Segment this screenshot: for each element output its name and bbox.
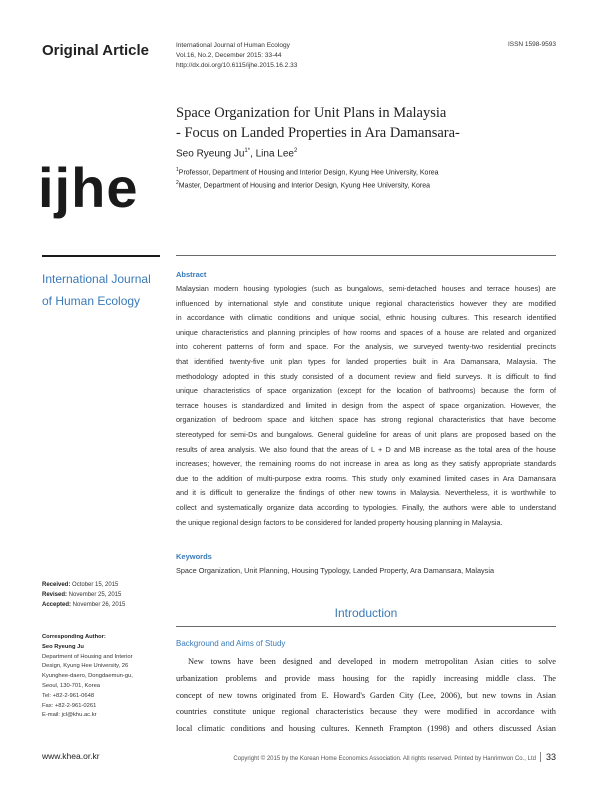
corresponding-fax: Fax: +82-2-961-0261 (42, 702, 97, 709)
affiliation-2 (176, 178, 439, 191)
revised-date (42, 590, 125, 600)
corresponding-name (42, 643, 133, 653)
body-line: countries constitute unique regional characteristics because they were modified in accordance with (176, 707, 556, 717)
journal-name-line-1: International Journal (42, 272, 151, 286)
author-1: Seo Ryeung Ju (176, 148, 245, 160)
body-line: New towns have been designed and developed in modern metropolitan Asian cities to solve (188, 657, 556, 666)
corresponding-author (42, 633, 133, 721)
abstract-heading: Abstract (176, 270, 207, 279)
author-2-sup: 2 (294, 148, 298, 154)
website-link[interactable]: www.khea.or.kr (42, 751, 100, 761)
accepted-value: November 26, 2015 (71, 602, 126, 608)
abstract-line: Malaysian modern housing typologies (such as bungalows, semi-detached houses and terrace houses) are (176, 284, 556, 293)
abstract-line: methodology adopted in this study consisted of a document review and field surveys. It is difficult to find (176, 371, 556, 381)
abstract-line: terrace houses is standardized and limited in design from the aspect of space organization. However, the (176, 400, 556, 410)
author-separator: , (250, 148, 256, 160)
accepted-label: Accepted: (42, 602, 72, 608)
article-dates (42, 580, 125, 610)
author-list (176, 148, 297, 159)
article-title (176, 103, 556, 143)
corresponding-line: Department of Housing and Interior (42, 653, 133, 660)
section-subheading: Background and Aims of Study (176, 639, 286, 648)
abstract-line: collect and systematically organize data according to typologies. Finally, the authors were able to understand (176, 502, 556, 512)
journal-title: International Journal of Human Ecology (176, 42, 290, 49)
introduction-divider (176, 626, 556, 627)
corresponding-label (42, 633, 133, 643)
title-line-2: - Focus on Landed Properties in Ara Damansara- (176, 125, 460, 141)
corresponding-name-text: Seo Ryeung Ju (42, 643, 84, 650)
issn: ISSN 1598-9593 (507, 41, 556, 48)
corresponding-line: Kyunghee-daero, Dongdaemun-gu, (42, 673, 133, 680)
corresponding-line: Design, Kyung Hee University, 26 (42, 663, 129, 670)
affiliation-1-text: Professor, Department of Housing and Interior Design, Kyung Hee University, Korea (178, 169, 439, 177)
affiliation-2-sup: 2 (176, 180, 179, 187)
abstract-line: organization of bedroom space and kitchen space has strong regional characteristics that have become (176, 415, 556, 425)
revised-label: Revised: (42, 592, 68, 598)
journal-logo: ijhe (38, 156, 139, 219)
left-divider (42, 255, 160, 257)
doi-link[interactable]: http://dx.doi.org/10.6115/ijhe.2015.16.2.33 (176, 62, 298, 69)
body-line: concept of new towns originated from E. Howard's Garden City (Lee, 2006), but new towns in Asian (176, 690, 556, 700)
journal-name (42, 268, 151, 312)
abstract-line: due to the addition of multi-purpose extra rooms. This study only examined limited cases in Ara Damansara (176, 473, 556, 483)
corresponding-line: Seoul, 130-701, Korea (42, 682, 101, 689)
author-2: Lina Lee (255, 148, 294, 160)
author-1-sup: 1* (244, 148, 251, 154)
journal-citation (176, 41, 297, 71)
abstract-line: in accordance with climatic conditions and unique social, ethnic housing cultures. This research identified (176, 313, 556, 323)
keywords-text: Space Organization, Unit Planning, Housing Typology, Landed Property, Ara Damansara, Malaysia (176, 566, 494, 575)
abstract-line: increases; however, the remaining rooms do not increase in area as long as they satisfy appropriate standards (176, 459, 556, 469)
keywords-heading: Keywords (176, 552, 212, 561)
received-value: October 15, 2015 (70, 582, 119, 588)
abstract-line: results of area analysis. We also found that the areas of L + D and MB increase as the total area of the house (176, 444, 556, 454)
introduction-heading: Introduction (334, 606, 398, 620)
copyright-text: Copyright © 2015 by the Korean Home Economics Association. All rights reserved. Printed by Hanrimwon Co., Ltd (233, 756, 536, 762)
abstract-line: and it is difficult to generalize the findings of other new towns in Malaysia. Nevertheless, it is worthwhile to (176, 488, 556, 498)
introduction-body (176, 654, 556, 738)
page-number: 33 (540, 752, 556, 762)
affiliation-1-sup: 1 (176, 167, 179, 173)
abstract-body (176, 282, 556, 530)
abstract-line: unique characteristics of space organization (except for the location of bathrooms) because the form of (176, 386, 556, 396)
corresponding-label-text: Corresponding Author: (42, 634, 106, 640)
journal-volume: Vol.16, No.2, December 2015: 33-44 (176, 52, 282, 59)
abstract-line: unique characteristics and planning principles of how rooms and spaces of a house are related and organized (176, 327, 556, 337)
abstract-line: into coherent patterns of form and space. For the analysis, we surveyed twenty-two residential precincts (176, 342, 556, 352)
article-type: Original Article (42, 42, 149, 59)
body-line: urbanization problems and provide mass housing for the rapidly increasing middle class. The (176, 673, 556, 683)
affiliation-1 (176, 165, 439, 178)
corresponding-tel: Tel: +82-2-961-0648 (42, 692, 95, 699)
journal-name-line-2: of Human Ecology (42, 294, 141, 308)
revised-value: November 25, 2015 (67, 592, 122, 598)
affiliations (176, 165, 439, 192)
footer-copyright (233, 752, 556, 762)
accepted-date (42, 600, 125, 610)
corresponding-email[interactable]: E-mail: jcl@khu.ac.kr (42, 712, 97, 719)
abstract-line: that identified twenty-five unit plan types for landed properties built in Ara Damansara, Malaysia. The (176, 356, 556, 366)
right-divider (176, 255, 556, 256)
received-label: Received: (42, 582, 71, 588)
abstract-line: stereotyped for semi-Ds and bungalows. General guideline for areas of unit plans are proposed based on the (176, 429, 556, 439)
body-line: local climatic conditions and housing cultures. Kenneth Frampton (1998) and others discussed Asian (176, 724, 556, 734)
abstract-line: the unique regional design factors to be considered for landed property housing planning in Malaysia. (176, 517, 503, 527)
title-line-1: Space Organization for Unit Plans in Malaysia (176, 105, 447, 121)
received-date (42, 580, 125, 590)
affiliation-2-text: Master, Department of Housing and Interior Design, Kyung Hee University, Korea (178, 182, 430, 190)
abstract-line: influenced by international style and constitute unique regional characteristics however they are modified (176, 298, 556, 308)
